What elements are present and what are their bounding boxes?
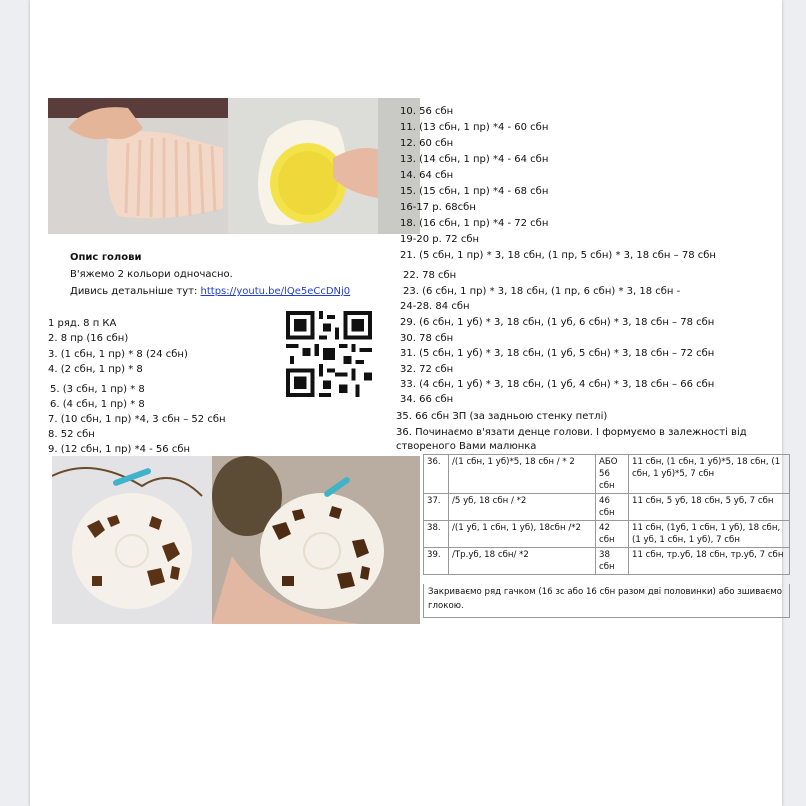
row-right: 34. 66 сбн xyxy=(400,394,454,405)
row-right: 29. (6 сбн, 1 уб) * 3, 18 сбн, (1 уб, 6 сбн) * 3, 18 сбн – 78 сбн xyxy=(400,317,715,328)
row-right: 30. 78 сбн xyxy=(400,333,454,344)
cell-pattern: /(1 уб, 1 сбн, 1 уб), 18сбн /*2 xyxy=(449,521,596,548)
cell-count: 42 сбн xyxy=(596,521,629,548)
cell-row-number: 39. xyxy=(424,548,449,575)
table-row xyxy=(424,521,790,548)
link-prefix: Дивись детальніше тут: xyxy=(70,286,198,297)
photo-peach-knit xyxy=(48,98,228,234)
row-right: 18. (16 сбн, 1 пр) *4 - 72 сбн xyxy=(400,218,549,229)
row-left: 9. (12 сбн, 1 пр) *4 - 56 сбн xyxy=(48,444,191,455)
row-right: 16-17 р. 68сбн xyxy=(400,202,476,213)
cell-pattern: /(1 сбн, 1 уб)*5, 18 сбн / * 2 xyxy=(449,455,596,494)
row-right: 24-28. 84 сбн xyxy=(400,301,470,312)
row-left: 4. (2 сбн, 1 пр) * 8 xyxy=(48,364,143,375)
table-row xyxy=(424,494,790,521)
photo-yellow-knit xyxy=(228,98,420,234)
cell-count: АБО 56 сбн xyxy=(596,455,629,494)
pattern-table xyxy=(423,454,790,575)
row-right: 36. Починаємо в'язати денце голови. І формуємо в залежності від xyxy=(396,427,747,438)
row-right: 10. 56 сбн xyxy=(400,106,454,117)
row-right: 33. (4 сбн, 1 уб) * 3, 18 сбн, (1 уб, 4 сбн) * 3, 18 сбн – 66 сбн xyxy=(400,379,715,390)
youtube-link[interactable]: https://youtu.be/lQe5eCcDNj0 xyxy=(200,286,351,297)
row-right: 12. 60 сбн xyxy=(400,138,454,149)
row-right: створеного Вами малюнка xyxy=(396,441,537,452)
row-right: 35. 66 сбн ЗП (за задньою стенку петлі) xyxy=(396,411,608,422)
cell-row-number: 36. xyxy=(424,455,449,494)
row-right: 11. (13 сбн, 1 пр) *4 - 60 сбн xyxy=(400,122,549,133)
row-left: 3. (1 сбн, 1 пр) * 8 (24 сбн) xyxy=(48,349,188,360)
row-left: 1 ряд. 8 п КА xyxy=(48,318,117,329)
section-title: Опис голови xyxy=(70,252,142,263)
row-right: 22. 78 сбн xyxy=(403,270,457,281)
photo-circle-hand xyxy=(212,456,420,624)
row-right: 23. (6 сбн, 1 пр) * 3, 18 сбн, (1 пр, 6 сбн) * 3, 18 сбн - xyxy=(403,286,681,297)
row-left: 2. 8 пр (16 сбн) xyxy=(48,333,129,344)
row-left: 8. 52 сбн xyxy=(48,429,95,440)
document-page xyxy=(30,0,782,806)
table-row xyxy=(424,455,790,494)
cell-pattern: /Тр.уб, 18 сбн/ *2 xyxy=(449,548,596,575)
qr-code[interactable] xyxy=(286,311,372,397)
row-left: 7. (10 сбн, 1 пр) *4, 3 сбн – 52 сбн xyxy=(48,414,226,425)
cell-detail: 11 сбн, (1уб, 1 сбн, 1 уб), 18 сбн, (1 уб, 1 сбн, 1 уб), 7 сбн xyxy=(629,521,790,548)
cell-detail: 11 сбн, 5 уб, 18 сбн, 5 уб, 7 сбн xyxy=(629,494,790,521)
row-right: 15. (15 сбн, 1 пр) *4 - 68 сбн xyxy=(400,186,549,197)
row-left: 5. (3 сбн, 1 пр) * 8 xyxy=(50,384,145,395)
row-right: 21. (5 сбн, 1 пр) * 3, 18 сбн, (1 пр, 5 сбн) * 3, 18 сбн – 78 сбн xyxy=(400,250,716,261)
row-right: 13. (14 сбн, 1 пр) *4 - 64 сбн xyxy=(400,154,549,165)
photo-circle-flat xyxy=(52,456,212,624)
intro-line: В'яжемо 2 кольори одночасно. xyxy=(70,269,233,280)
table-row xyxy=(424,548,790,575)
row-right: 32. 72 сбн xyxy=(400,364,454,375)
row-right: 14. 64 сбн xyxy=(400,170,454,181)
cell-pattern: /5 уб, 18 сбн / *2 xyxy=(449,494,596,521)
cell-detail: 11 сбн, (1 сбн, 1 уб)*5, 18 сбн, (1 сбн, 1 уб)*5, 7 сбн xyxy=(629,455,790,494)
cell-row-number: 37. xyxy=(424,494,449,521)
footer-note: Закриваємо ряд гачком (16 зс або 16 сбн разом дві половинки) або зшиваємо глокою. xyxy=(423,584,790,618)
cell-count: 38 сбн xyxy=(596,548,629,575)
row-left: 6. (4 сбн, 1 пр) * 8 xyxy=(50,399,145,410)
row-right: 31. (5 сбн, 1 уб) * 3, 18 сбн, (1 уб, 5 сбн) * 3, 18 сбн – 72 сбн xyxy=(400,348,715,359)
cell-count: 46 сбн xyxy=(596,494,629,521)
cell-detail: 11 сбн, тр.уб, 18 сбн, тр.уб, 7 сбн xyxy=(629,548,790,575)
cell-row-number: 38. xyxy=(424,521,449,548)
link-line xyxy=(70,284,350,299)
row-right: 19-20 р. 72 сбн xyxy=(400,234,480,245)
